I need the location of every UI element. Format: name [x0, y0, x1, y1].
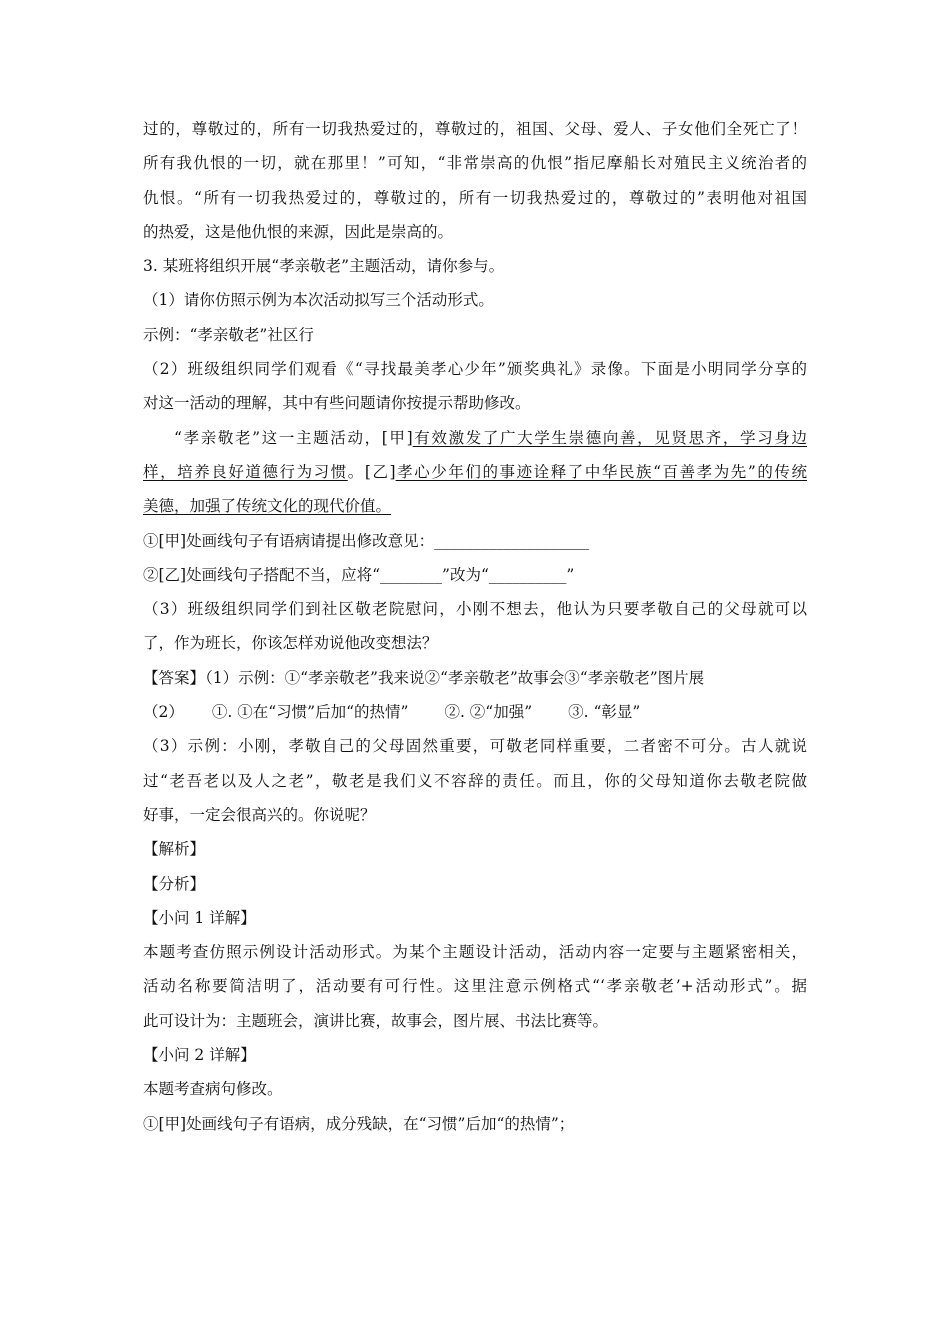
text-line: 本题考查病句修改。	[143, 1080, 283, 1099]
document-page	[143, 118, 807, 1147]
passage-text: 。[乙]	[347, 462, 396, 481]
answer-part-2	[143, 701, 807, 723]
answer-item: ①. ①在“习惯”后加“的热情”	[211, 703, 409, 722]
section-heading: 【解析】	[143, 840, 206, 859]
underlined-sentence-yi: 美德，加强了传统文化的现代价值。	[143, 497, 392, 516]
underlined-sentence-yi: 孝心少年们的事迹诠释了中华民族“百善孝为先”的传统	[395, 462, 807, 481]
text-line: 过的，尊敬过的，所有一切我热爱过的，尊敬过的，祖国、父母、爱人、子女他们全死亡了！	[143, 120, 807, 138]
text-line: 活动名称要简洁明了，活动要有可行性。这里注意示例格式“‘孝亲敬老’+活动形式”。据	[143, 977, 807, 996]
section-heading: 【小问 2 详解】	[143, 1046, 256, 1065]
question-3-part-2: （2）班级组织同学们观看《“寻找最美孝心少年”颁奖典礼》录像。下面是小明同学分享的	[143, 360, 807, 379]
answer-item: ③. “彰显”	[568, 703, 641, 722]
text-line: 本题考查仿照示例设计活动形式。为某个主题设计活动，活动内容一定要与主题紧密相关，	[143, 943, 807, 962]
text-line: 所有我仇恨的一切，就在那里！”可知，“非常崇高的仇恨”指尼摩船长对殖民主义统治者的	[143, 154, 807, 173]
sub-question-2: ②[乙]处画线句子搭配不当，应将“________”改为“__________”	[143, 565, 575, 584]
passage-line	[143, 495, 807, 517]
sub-question-1: ①[甲]处画线句子有语病请提出修改意见：____________________	[143, 531, 590, 550]
passage-line	[143, 461, 807, 483]
text-line: 好事，一定会很高兴的。你说呢？	[143, 805, 376, 824]
text-line: 了，作为班长，你该怎样劝说他改变想法？	[143, 634, 438, 653]
text-line: ①[甲]处画线句子有语病，成分残缺，在“习惯”后加“的热情”；	[143, 1114, 575, 1133]
answer-line: 【答案】（1）示例：①“孝亲敬老”我来说②“孝亲敬老”故事会③“孝亲敬老”图片展	[143, 668, 705, 687]
question-3-part-3: （3）班级组织同学们到社区敬老院慰问，小刚不想去，他认为只要孝敬自己的父母就可以	[143, 600, 807, 619]
text-line: 过“老吾老以及人之老”，敬老是我们义不容辞的责任。而且，你的父母知道你去敬老院做	[143, 771, 807, 790]
text-line: 此可设计为：主题班会，演讲比赛，故事会，图片展、书法比赛等。	[143, 1011, 609, 1030]
text-line: 的热爱，这是他仇恨的来源，因此是崇高的。	[143, 222, 454, 241]
question-3-part-1: （1）请你仿照示例为本次活动拟写三个活动形式。	[143, 291, 494, 310]
passage-line	[143, 427, 807, 449]
section-heading: 【分析】	[143, 874, 206, 893]
section-heading: 【小问 1 详解】	[143, 908, 256, 927]
answer-item: ②. ②“加强”	[444, 703, 533, 722]
text-line: 仇恨。“所有一切我热爱过的，尊敬过的，所有一切我热爱过的，尊敬过的”表明他对祖国	[143, 188, 807, 207]
answer-label: （2）	[143, 703, 184, 722]
passage-text: “孝亲敬老”这一主题活动，[甲]	[174, 428, 413, 447]
underlined-sentence-jia: 有效激发了广大学生崇德向善，见贤思齐，学习身边	[412, 428, 807, 447]
underlined-sentence-jia: 样，培养良好道德行为习惯	[143, 462, 348, 481]
text-line: 对这一活动的理解，其中有些问题请你按提示帮助修改。	[143, 394, 531, 413]
example-line: 示例：“孝亲敬老”社区行	[143, 325, 314, 344]
question-3-title: 3. 某班将组织开展“孝亲敬老”主题活动，请你参与。	[143, 257, 505, 276]
answer-part-3: （3）示例：小刚，孝敬自己的父母固然重要，可敬老同样重要，二者密不可分。古人就说	[143, 737, 807, 756]
